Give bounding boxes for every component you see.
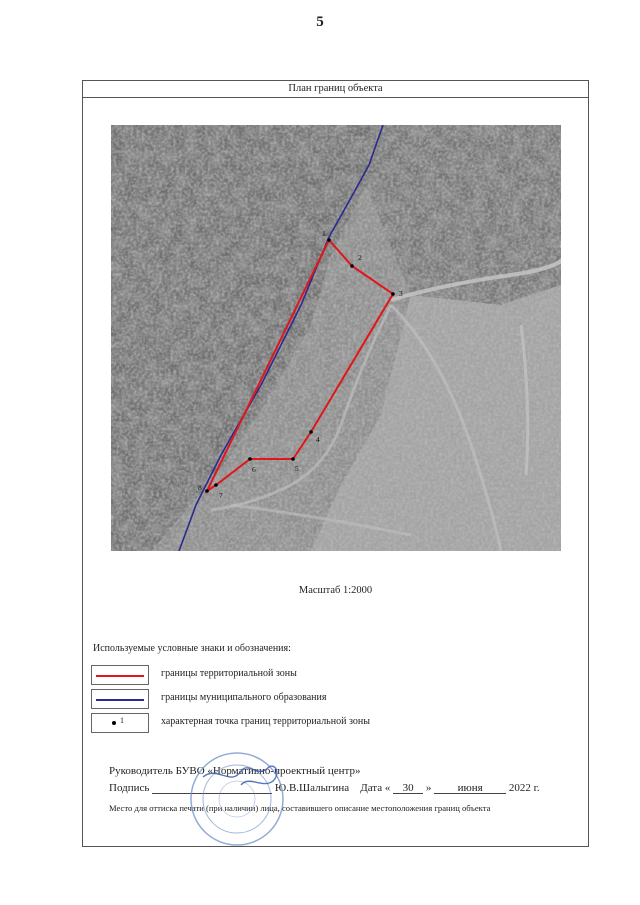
legend-label-point: характерная точка границ территориальной зоны — [161, 716, 370, 727]
date-year: 2022 г. — [508, 782, 540, 794]
point-8-marker — [205, 489, 209, 493]
point-label-2: 2 — [358, 253, 362, 262]
stamp-place-note: Место для оттиска печати (при наличии) лица, составившего описание местоположения границ объекта — [109, 803, 491, 813]
date-month: июня — [434, 782, 506, 794]
legend-label-zone: границы территориальной зоны — [161, 668, 297, 679]
point-label-3: 3 — [399, 289, 403, 298]
legend-item-point — [91, 713, 571, 735]
date-day: 30 — [393, 782, 423, 794]
point-3-marker — [391, 292, 395, 296]
point-label-6: 6 — [252, 465, 256, 474]
handwritten-signature — [203, 766, 277, 785]
point-label-4: 4 — [316, 435, 320, 444]
point-6-marker — [248, 457, 252, 461]
document-frame — [82, 80, 589, 847]
legend-item-zone — [91, 665, 571, 687]
point-7-marker — [214, 483, 218, 487]
legend-point-number: 1 — [120, 716, 124, 725]
signer-name: Ю.В.Шалыгина — [274, 782, 350, 794]
legend-swatch-municipal — [91, 689, 149, 709]
aerial-map — [111, 125, 561, 551]
date-label: Дата « — [360, 782, 391, 794]
point-label-8: 8 — [198, 483, 202, 492]
point-1-marker — [327, 238, 331, 242]
seal-stamp — [183, 745, 291, 853]
point-4-marker — [309, 430, 313, 434]
legend-item-municipal — [91, 689, 571, 711]
point-label-1: 1 — [322, 229, 326, 238]
page-number: 5 — [316, 14, 324, 30]
head-of-organization: Руководитель БУВО «Нормативно-проектный центр» — [109, 765, 361, 777]
point-label-7: 7 — [219, 491, 223, 500]
point-2-marker — [350, 264, 354, 268]
legend-swatch-point — [91, 713, 149, 733]
signature-row — [109, 782, 540, 794]
scale-label: Масштаб 1:2000 — [298, 585, 373, 596]
point-5-marker — [291, 457, 295, 461]
legend-title: Используемые условные знаки и обозначения: — [93, 643, 291, 654]
legend-swatch-zone — [91, 665, 149, 685]
point-label-5: 5 — [295, 464, 299, 473]
point-marker-icon — [112, 721, 116, 725]
sign-label: Подпись — [109, 782, 150, 794]
legend-label-municipal: границы муниципального образования — [161, 692, 327, 703]
date-quote: » — [425, 782, 432, 794]
frame-title: План границ объекта — [83, 81, 588, 98]
